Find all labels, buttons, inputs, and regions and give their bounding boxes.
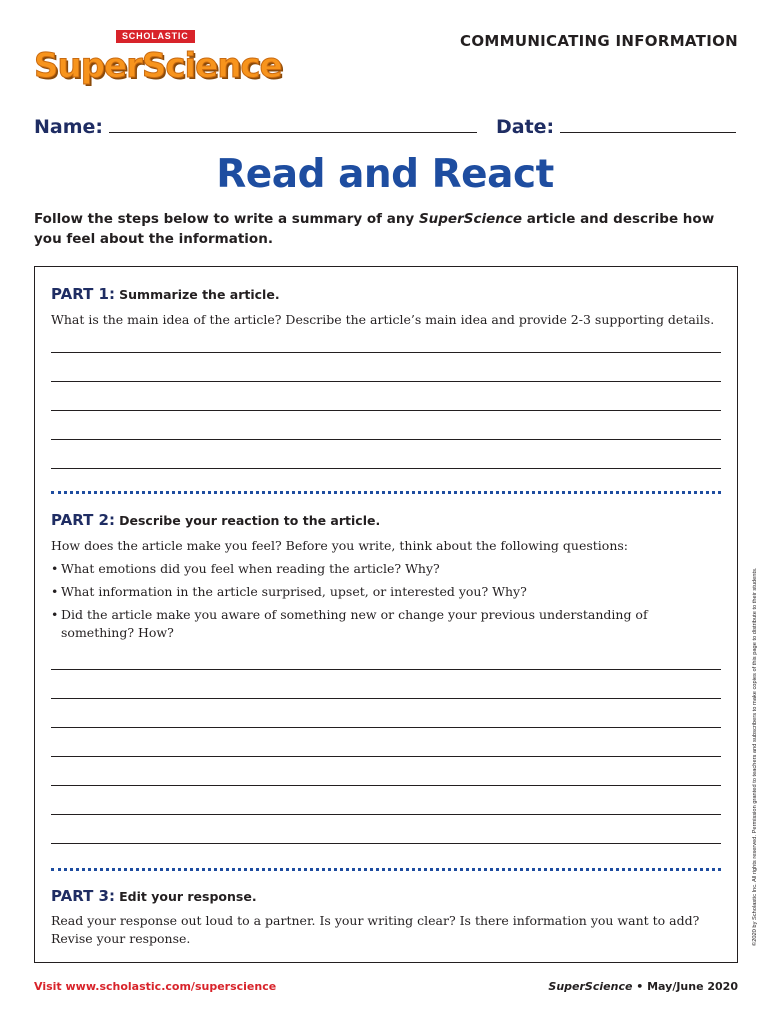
page-title: Read and React bbox=[216, 152, 554, 197]
part2-writing-line[interactable] bbox=[51, 669, 721, 670]
part1-heading bbox=[51, 285, 280, 303]
section-divider bbox=[51, 868, 721, 871]
part2-writing-line[interactable] bbox=[51, 814, 721, 815]
part1-writing-line[interactable] bbox=[51, 468, 721, 469]
section-label: COMMUNICATING INFORMATION bbox=[460, 32, 738, 50]
issue-info bbox=[548, 980, 738, 993]
part2-writing-line[interactable] bbox=[51, 698, 721, 699]
intro-before: Follow the steps below to write a summary of any bbox=[34, 211, 419, 227]
section-divider bbox=[51, 491, 721, 494]
part3-heading bbox=[51, 887, 257, 905]
part1-title: Summarize the article. bbox=[119, 287, 280, 302]
part3-label: PART 3: bbox=[51, 887, 115, 905]
part2-writing-line[interactable] bbox=[51, 756, 721, 757]
intro-after: article and describe how you feel about the information. bbox=[34, 211, 715, 247]
part2-writing-line[interactable] bbox=[51, 785, 721, 786]
date-line[interactable] bbox=[560, 119, 736, 133]
website-link[interactable]: Visit www.scholastic.com/superscience bbox=[34, 980, 277, 993]
part1-writing-line[interactable] bbox=[51, 410, 721, 411]
part2-label: PART 2: bbox=[51, 511, 115, 529]
part2-writing-line[interactable] bbox=[51, 843, 721, 844]
brand-name: SuperScience bbox=[34, 46, 282, 86]
part1-writing-line[interactable] bbox=[51, 381, 721, 382]
part1-writing-line[interactable] bbox=[51, 439, 721, 440]
footer-magazine: SuperScience bbox=[548, 980, 633, 993]
part3-prompt: Read your response out loud to a partner. Is your writing clear? Is there information you want to add? Revise your response. bbox=[51, 913, 700, 946]
part2-question-list bbox=[51, 560, 721, 642]
part2-heading bbox=[51, 511, 380, 529]
date-label: Date: bbox=[496, 116, 555, 138]
part1-label: PART 1: bbox=[51, 285, 115, 303]
part2-question: • What emotions did you feel when reading the article? Why? bbox=[51, 560, 721, 578]
part2-question: • Did the article make you aware of something new or change your previous understanding of something? How? bbox=[51, 606, 721, 642]
part2-question: • What information in the article surprised, upset, or interested you? Why? bbox=[51, 583, 721, 601]
part1-writing-line[interactable] bbox=[51, 352, 721, 353]
part2-writing-line[interactable] bbox=[51, 727, 721, 728]
part2-prompt-block bbox=[51, 537, 721, 647]
part2-title: Describe your reaction to the article. bbox=[119, 513, 381, 528]
intro-text bbox=[34, 209, 734, 249]
part2-prompt: How does the article make you feel? Before you write, think about the following questions: bbox=[51, 538, 628, 553]
name-field[interactable] bbox=[34, 116, 477, 138]
copyright-notice: ©2020 by Scholastic Inc. All rights reserved. Permission granted to teachers and subscribers to make copies of this page to distribute to their students. bbox=[752, 567, 758, 946]
intro-magazine: SuperScience bbox=[418, 211, 523, 227]
part3-title: Edit your response. bbox=[119, 889, 257, 904]
date-field[interactable] bbox=[496, 116, 736, 138]
name-line[interactable] bbox=[109, 119, 477, 133]
worksheet-box bbox=[34, 266, 738, 963]
name-label: Name: bbox=[34, 116, 104, 138]
superscience-logo bbox=[34, 30, 284, 92]
footer-issue: • May/June 2020 bbox=[632, 980, 738, 993]
part1-prompt: What is the main idea of the article? Describe the article’s main idea and provide 2-3 supporting details. bbox=[51, 312, 715, 327]
scholastic-tag: SCHOLASTIC bbox=[116, 30, 195, 43]
